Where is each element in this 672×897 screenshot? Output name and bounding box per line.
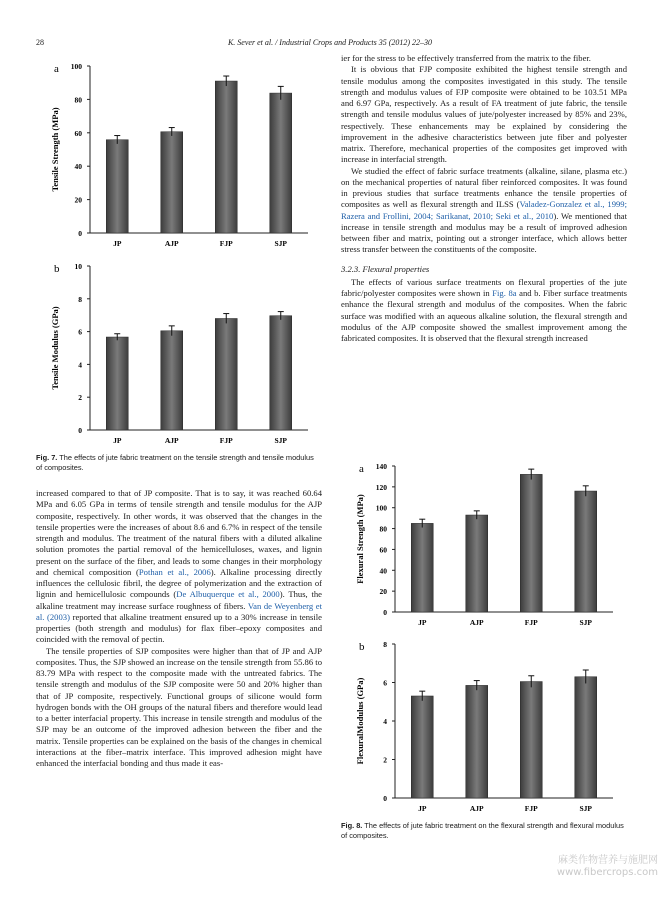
x-tick-label: JP bbox=[418, 618, 427, 627]
right-paragraph-0: ier for the stress to be effectively transferred from the matrix to the fiber. bbox=[341, 53, 591, 63]
bar bbox=[215, 81, 237, 233]
figure-7-caption-text: The effects of jute fabric treatment on the tensile strength and tensile modulus of composites. bbox=[36, 453, 314, 472]
panel-label: a bbox=[359, 463, 364, 475]
y-axis-label: FlexuralModulus (GPa) bbox=[355, 677, 365, 765]
page-number: 28 bbox=[36, 38, 44, 47]
panel-label: b bbox=[54, 263, 60, 275]
y-tick-label: 120 bbox=[375, 482, 387, 492]
citation-link[interactable]: De Albuquerque et al., 2000 bbox=[176, 589, 280, 600]
y-tick-label: 6 bbox=[78, 327, 82, 337]
panel-label: a bbox=[54, 63, 59, 75]
y-tick-label: 60 bbox=[379, 545, 387, 555]
x-tick-label: SJP bbox=[274, 239, 288, 248]
citation-link[interactable]: Valadez-Gonzalez et al., 1999; Razera and Frollini, 2004; Sarikanat, 2010; Seki et al., 2010 bbox=[341, 199, 627, 221]
watermark bbox=[557, 855, 658, 879]
bar bbox=[411, 523, 433, 612]
y-tick-label: 0 bbox=[383, 608, 387, 617]
panel-label: b bbox=[359, 641, 365, 653]
figure-8-label: Fig. 8. bbox=[341, 821, 363, 830]
watermark-line-1: 麻类作物营养与施肥网 bbox=[558, 855, 658, 866]
y-tick-label: 100 bbox=[70, 62, 82, 71]
citation-link[interactable]: Pothan et al., 2006 bbox=[138, 566, 211, 577]
bar bbox=[161, 331, 183, 430]
y-tick-label: 20 bbox=[379, 587, 387, 597]
watermark-line-2: www.fibercrops.com bbox=[556, 867, 658, 878]
bar bbox=[466, 685, 488, 798]
x-tick-label: FJP bbox=[219, 436, 233, 445]
x-tick-label: AJP bbox=[164, 436, 179, 445]
y-axis-label: Tensile Strength (MPa) bbox=[50, 107, 60, 192]
running-title: K. Sever et al. / Industrial Crops and Products 35 (2012) 22–30 bbox=[227, 38, 433, 47]
figure-7-label: Fig. 7. bbox=[36, 453, 58, 462]
figure-7a-chart bbox=[36, 58, 326, 253]
y-axis-label: Flexural Strength (MPa) bbox=[355, 494, 365, 584]
y-tick-label: 6 bbox=[383, 678, 387, 688]
y-tick-label: 2 bbox=[78, 393, 82, 403]
x-tick-label: JP bbox=[113, 239, 122, 248]
figure-link[interactable]: Fig. 8a bbox=[492, 288, 517, 298]
x-tick-label: AJP bbox=[164, 239, 179, 248]
right-column-text bbox=[341, 53, 627, 344]
x-tick-label: SJP bbox=[579, 804, 593, 813]
x-tick-label: AJP bbox=[469, 804, 484, 813]
right-paragraph-1: It is obvious that FJP composite exhibited the highest tensile strength and tensile modulus among the composites investigated in this study. The tensile strength and modulus values of FJP composite were obtained to be 103.51 MPa and 6.97 GPa, respectively. As a result of FA treatment of jute fabric, the tensile strength and tensile modulus values of jute/polyester increased by 85% and 23%, respectively. These enhancements may be explained by considering the improvement in the adhesive characteristics between jute fiber and polyester matrix. Therefore, mechanical properties of the composites get improved with increase in interfacial strength. bbox=[341, 64, 627, 165]
y-tick-label: 100 bbox=[375, 503, 387, 513]
x-tick-label: AJP bbox=[469, 618, 484, 627]
figure-8-caption bbox=[341, 821, 627, 840]
x-tick-label: FJP bbox=[524, 618, 538, 627]
x-tick-label: FJP bbox=[219, 239, 233, 248]
figure-7b-chart bbox=[36, 258, 326, 450]
y-tick-label: 4 bbox=[383, 717, 387, 726]
x-tick-label: SJP bbox=[579, 618, 593, 627]
figure-8b-chart bbox=[341, 636, 631, 816]
y-tick-label: 20 bbox=[74, 195, 82, 205]
bar bbox=[106, 337, 128, 430]
y-tick-label: 0 bbox=[78, 426, 82, 435]
figure-8-caption-text: The effects of jute fabric treatment on the flexural strength and flexural modulus of composites. bbox=[341, 821, 624, 840]
x-tick-label: JP bbox=[113, 436, 122, 445]
y-tick-label: 40 bbox=[74, 162, 82, 172]
y-tick-label: 60 bbox=[74, 128, 82, 138]
bar bbox=[270, 316, 292, 430]
left-paragraph-1: increased compared to that of JP composite. That is to say, it was reached 60.64 MPa and 6.05 GPa in terms of tensile strength and tensile modulus for the AJP composite, respectively. In other words, it was observed that the changes in the tensile properties were the increases of about 8.6 and 6.7% in respect of the tensile strength and modulus. The treatment of the natural fibers with a diluted alkaline solution promotes the partial removal of the hemicelluloses, waxes, and lignin present on the surface of the fiber, and leads to some changes in their morphology and chemical composition (Pothan et al., 2006). Alkaline processing directly influences the cellulosic fibril, the degree of polymerization and the extraction of lignin and hemicellulosic compounds (De Albuquerque et al., 2000). Thus, the alkaline treatment may increase surface roughness of fibers. Van de Weyenberg et al. (2003) reported that alkaline treatment ensured up to a 30% increase in tensile properties (both strength and modulus) for flax fiber–epoxy composites and coincided with the removal of pectin. bbox=[36, 488, 322, 645]
y-tick-label: 2 bbox=[383, 755, 387, 765]
bar bbox=[520, 474, 542, 612]
x-tick-label: SJP bbox=[274, 436, 288, 445]
y-tick-label: 10 bbox=[74, 262, 82, 271]
y-tick-label: 80 bbox=[379, 524, 387, 534]
bar bbox=[466, 515, 488, 612]
y-tick-label: 4 bbox=[78, 360, 82, 370]
figure-7-caption bbox=[36, 453, 322, 472]
section-heading: 3.2.3. Flexural properties bbox=[341, 263, 430, 274]
x-tick-label: FJP bbox=[524, 804, 538, 813]
y-tick-label: 40 bbox=[379, 566, 387, 576]
y-tick-label: 140 bbox=[375, 462, 387, 471]
y-tick-label: 0 bbox=[78, 229, 82, 238]
left-column-text bbox=[36, 488, 322, 769]
left-paragraph-2: The tensile properties of SJP composites were higher than that of JP and AJP composites. Thus, the SJP showed an increase on the tensile strength from 55.86 to 83.79 MPa with respect to the composite made with the untreated fabrics. The tensile strength and modulus of the SJP composite were 50 and 20% higher than that of JP composite, respectively. Functional groups of silicone would form hydrogen bonds with the OH groups of the natural fibers and therefore would lead to a better interfacial property. This increase in tensile strength and modulus of the SJP may be an outcome of the improved adhesion between the fiber and the matrix. Tensile properties can be explained on the basis of the changes in chemical interactions at the fiber–matrix interface. This improved adhesion might have enhanced the interfacial bonding and thus made it eas- bbox=[36, 645, 322, 768]
right-paragraph-2: We studied the effect of fabric surface treatments (alkaline, silane, plasma etc.) on the mechanical properties of natural fiber reinforced composites. It was found in previous studies that surface treatments enhance the tensile properties of composites as well as flexural strength and ILSS (Valadez-Gonzalez et al., 1999; Razera and Frollini, 2004; Sarikanat, 2010; Seki et al., 2010). We mentioned that increase in tensile strength and modulus may be a result of improved adhesion between fiber and matrix, pointing out a stronger interface, which allows better stress transfer between the constituents of the composite. bbox=[341, 165, 628, 255]
bar bbox=[161, 132, 183, 233]
bar bbox=[411, 696, 433, 798]
bar bbox=[575, 677, 597, 798]
bar bbox=[270, 93, 292, 233]
bar bbox=[520, 682, 542, 798]
right-paragraph-3: The effects of various surface treatments on flexural properties of the jute fabric/polyester composites were shown in Fig. 8a and b. Fiber surface treatments enhance the flexural strength and modulus of the composites. When the fabric surface was modified with an aqueous alkaline solution, the flexural strength and modulus of the AJP composite showed the smallest improvement among the fabricated composites. It is observed that the flexural strength increased bbox=[341, 276, 627, 343]
figure-8a-chart bbox=[341, 458, 631, 630]
y-tick-label: 8 bbox=[78, 294, 82, 304]
bar bbox=[575, 491, 597, 612]
y-tick-label: 0 bbox=[383, 794, 387, 803]
y-tick-label: 80 bbox=[74, 95, 82, 105]
bar bbox=[106, 140, 128, 233]
bar bbox=[215, 318, 237, 430]
x-tick-label: JP bbox=[418, 804, 427, 813]
citation-link[interactable]: Van de Weyenberg et al. (2003) bbox=[36, 600, 322, 622]
y-axis-label: Tensile Modulus (GPa) bbox=[50, 306, 60, 390]
y-tick-label: 8 bbox=[383, 640, 387, 649]
